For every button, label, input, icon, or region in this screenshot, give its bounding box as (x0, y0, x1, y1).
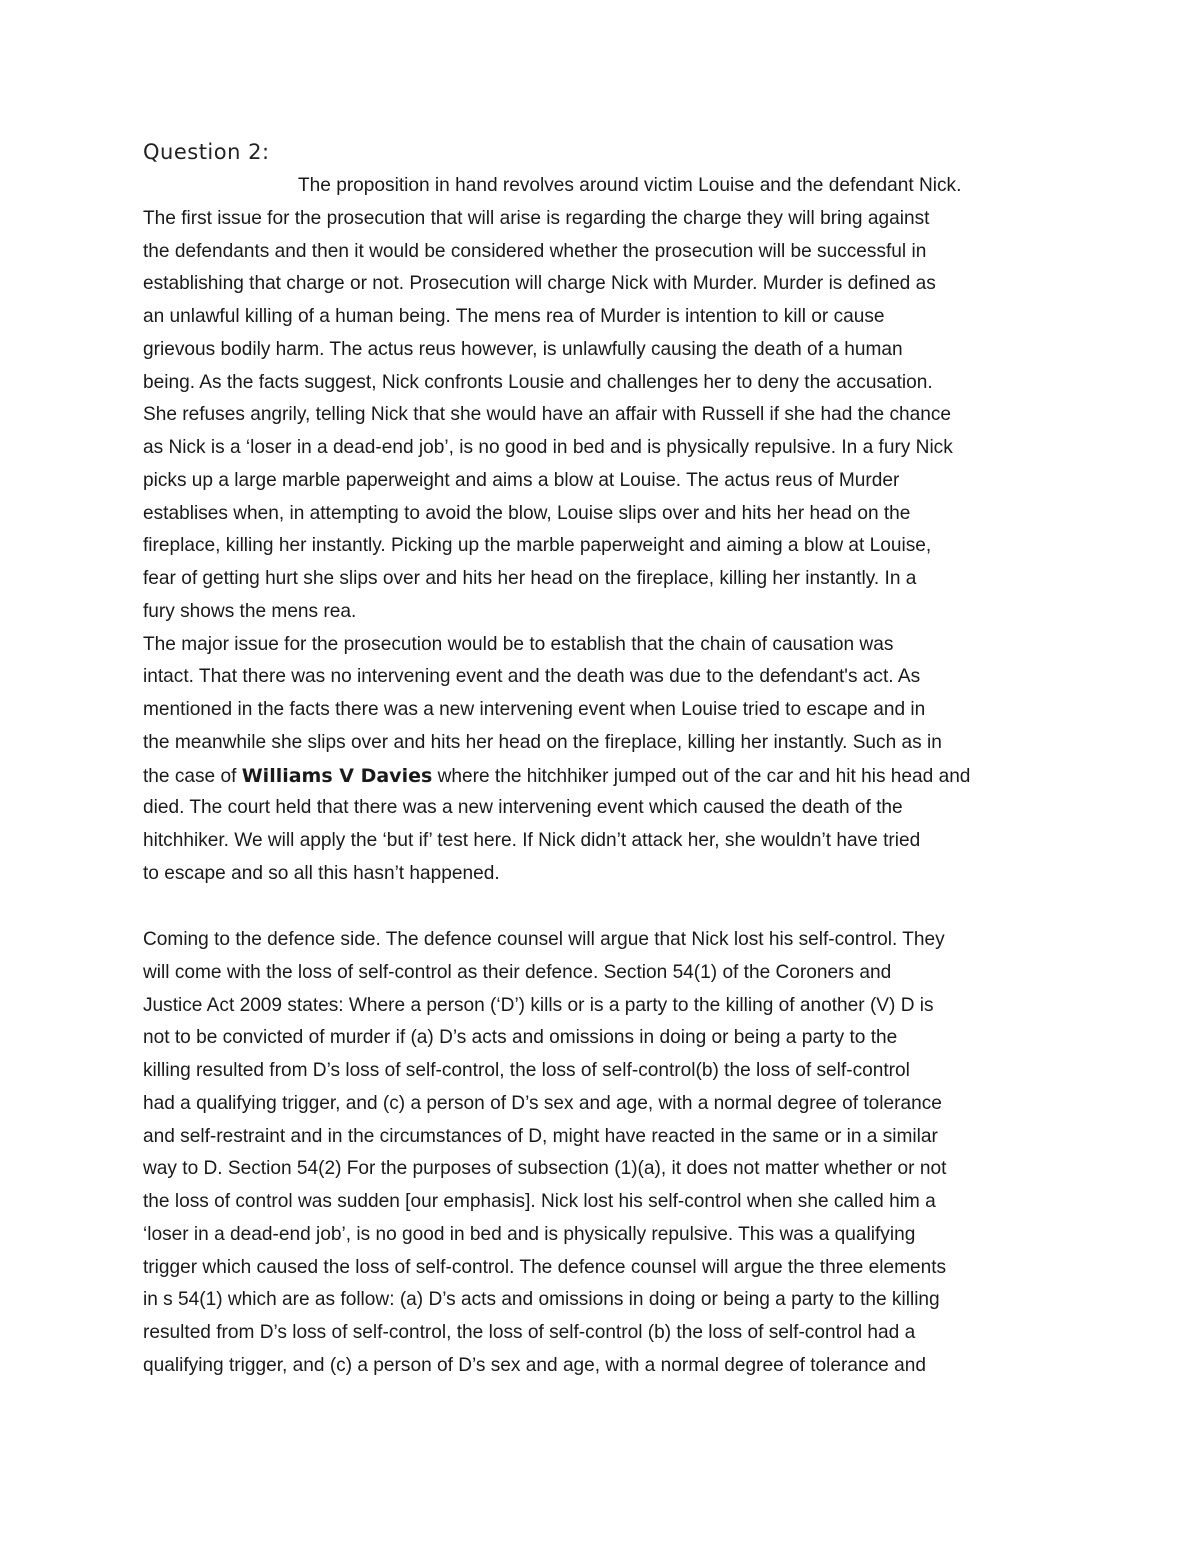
paragraph-line: and self-restraint and in the circumstances of D, might have reacted in the same or in a similar (143, 1125, 938, 1147)
paragraph-line: killing resulted from D’s loss of self-control, the loss of self-control(b) the loss of self-control (143, 1060, 910, 1081)
paragraph-line: an unlawful killing of a human being. The mens rea of Murder is intention to kill or cause (143, 306, 885, 327)
defence-section (143, 924, 1063, 1383)
paragraph-line: The first issue for the prosecution that will arise is regarding the charge they will bring against (143, 207, 930, 229)
paragraph-line: qualifying trigger, and (c) a person of D’s sex and age, with a normal degree of tolerance and (143, 1354, 926, 1376)
paragraph-line: trigger which caused the loss of self-control. The defence counsel will argue the three elements (143, 1256, 947, 1278)
paragraph-line: picks up a large marble paperweight and aims a blow at Louise. The actus reus of Murder (143, 469, 900, 491)
paragraph-line: in s 54(1) which are as follow: (a) D’s acts and omissions in doing or being a party to the killing (143, 1289, 940, 1311)
question-heading: Question 2: (143, 140, 270, 164)
paragraph-line: The proposition in hand revolves around victim Louise and the defendant Nick. (298, 175, 962, 196)
paragraph-line: being. As the facts suggest, Nick confronts Lousie and challenges her to deny the accusation. (143, 371, 933, 393)
case-line-suffix: where the hitchhiker jumped out of the car and hit his head and (432, 765, 971, 787)
paragraph-line: as Nick is a ‘loser in a dead-end job’, is no good in bed and is physically repulsive. In a fury Nick (143, 437, 953, 458)
paragraph-line: Justice Act 2009 states: Where a person (‘D’) kills or is a party to the killing of another (V) D is (143, 994, 934, 1016)
paragraph-line: fireplace, killing her instantly. Picking up the marble paperweight and aiming a blow at Louise, (143, 535, 932, 557)
paragraph-line: establishing that charge or not. Prosecution will charge Nick with Murder. Murder is defined as (143, 273, 936, 295)
paragraph-line: Coming to the defence side. The defence counsel will argue that Nick lost his self-control. They (143, 929, 945, 950)
prosecution-section (143, 170, 1063, 891)
paragraph-line: the loss of control was sudden [our emphasis]. Nick lost his self-control when she called him a (143, 1191, 936, 1212)
paragraph-line: died. The court held that there was a new intervening event which caused the death of the (143, 797, 903, 819)
paragraph-line: resulted from D’s loss of self-control, the loss of self-control (b) the loss of self-control had a (143, 1322, 916, 1343)
paragraph-line: hitchhiker. We will apply the ‘but if’ test here. If Nick didn’t attack her, she wouldn’t have tried (143, 830, 921, 851)
paragraph-line: the meanwhile she slips over and hits her head on the fireplace, killing her instantly. Such as in (143, 731, 942, 753)
paragraph-line: fear of getting hurt she slips over and hits her head on the fireplace, killing her instantly. In a (143, 568, 917, 589)
paragraph-line: The major issue for the prosecution would be to establish that the chain of causation was (143, 633, 894, 655)
paragraph-line: She refuses angrily, telling Nick that she would have an affair with Russell if she had the chance (143, 404, 952, 426)
paragraph-line: mentioned in the facts there was a new intervening event when Louise tried to escape and in (143, 699, 926, 720)
paragraph-line: not to be convicted of murder if (a) D’s acts and omissions in doing or being a party to the (143, 1027, 898, 1049)
paragraph-line: will come with the loss of self-control as their defence. Section 54(1) of the Coroners and (143, 961, 892, 983)
paragraph-line: to escape and so all this hasn’t happened. (143, 862, 500, 884)
paragraph-line: way to D. Section 54(2) For the purposes of subsection (1)(a), it does not matter whether or not (143, 1158, 947, 1180)
case-line-prefix: the case of (143, 765, 242, 787)
paragraph-line: intact. That there was no intervening event and the death was due to the defendant's act. As (143, 666, 921, 688)
case-name: Williams V Davies (241, 764, 433, 787)
paragraph-line: establises when, in attempting to avoid the blow, Louise slips over and hits her head on the (143, 502, 911, 524)
paragraph-line: ‘loser in a dead-end job’, is no good in bed and is physically repulsive. This was a qualifying (143, 1223, 916, 1245)
case-reference-line (143, 760, 1063, 793)
paragraph-line: fury shows the mens rea. (143, 600, 357, 622)
paragraph-line: had a qualifying trigger, and (c) a person of D’s sex and age, with a normal degree of tolerance (143, 1092, 942, 1114)
paragraph-line: grievous bodily harm. The actus reus however, is unlawfully causing the death of a human (143, 338, 903, 360)
paragraph-line: the defendants and then it would be considered whether the prosecution will be successful in (143, 240, 927, 262)
